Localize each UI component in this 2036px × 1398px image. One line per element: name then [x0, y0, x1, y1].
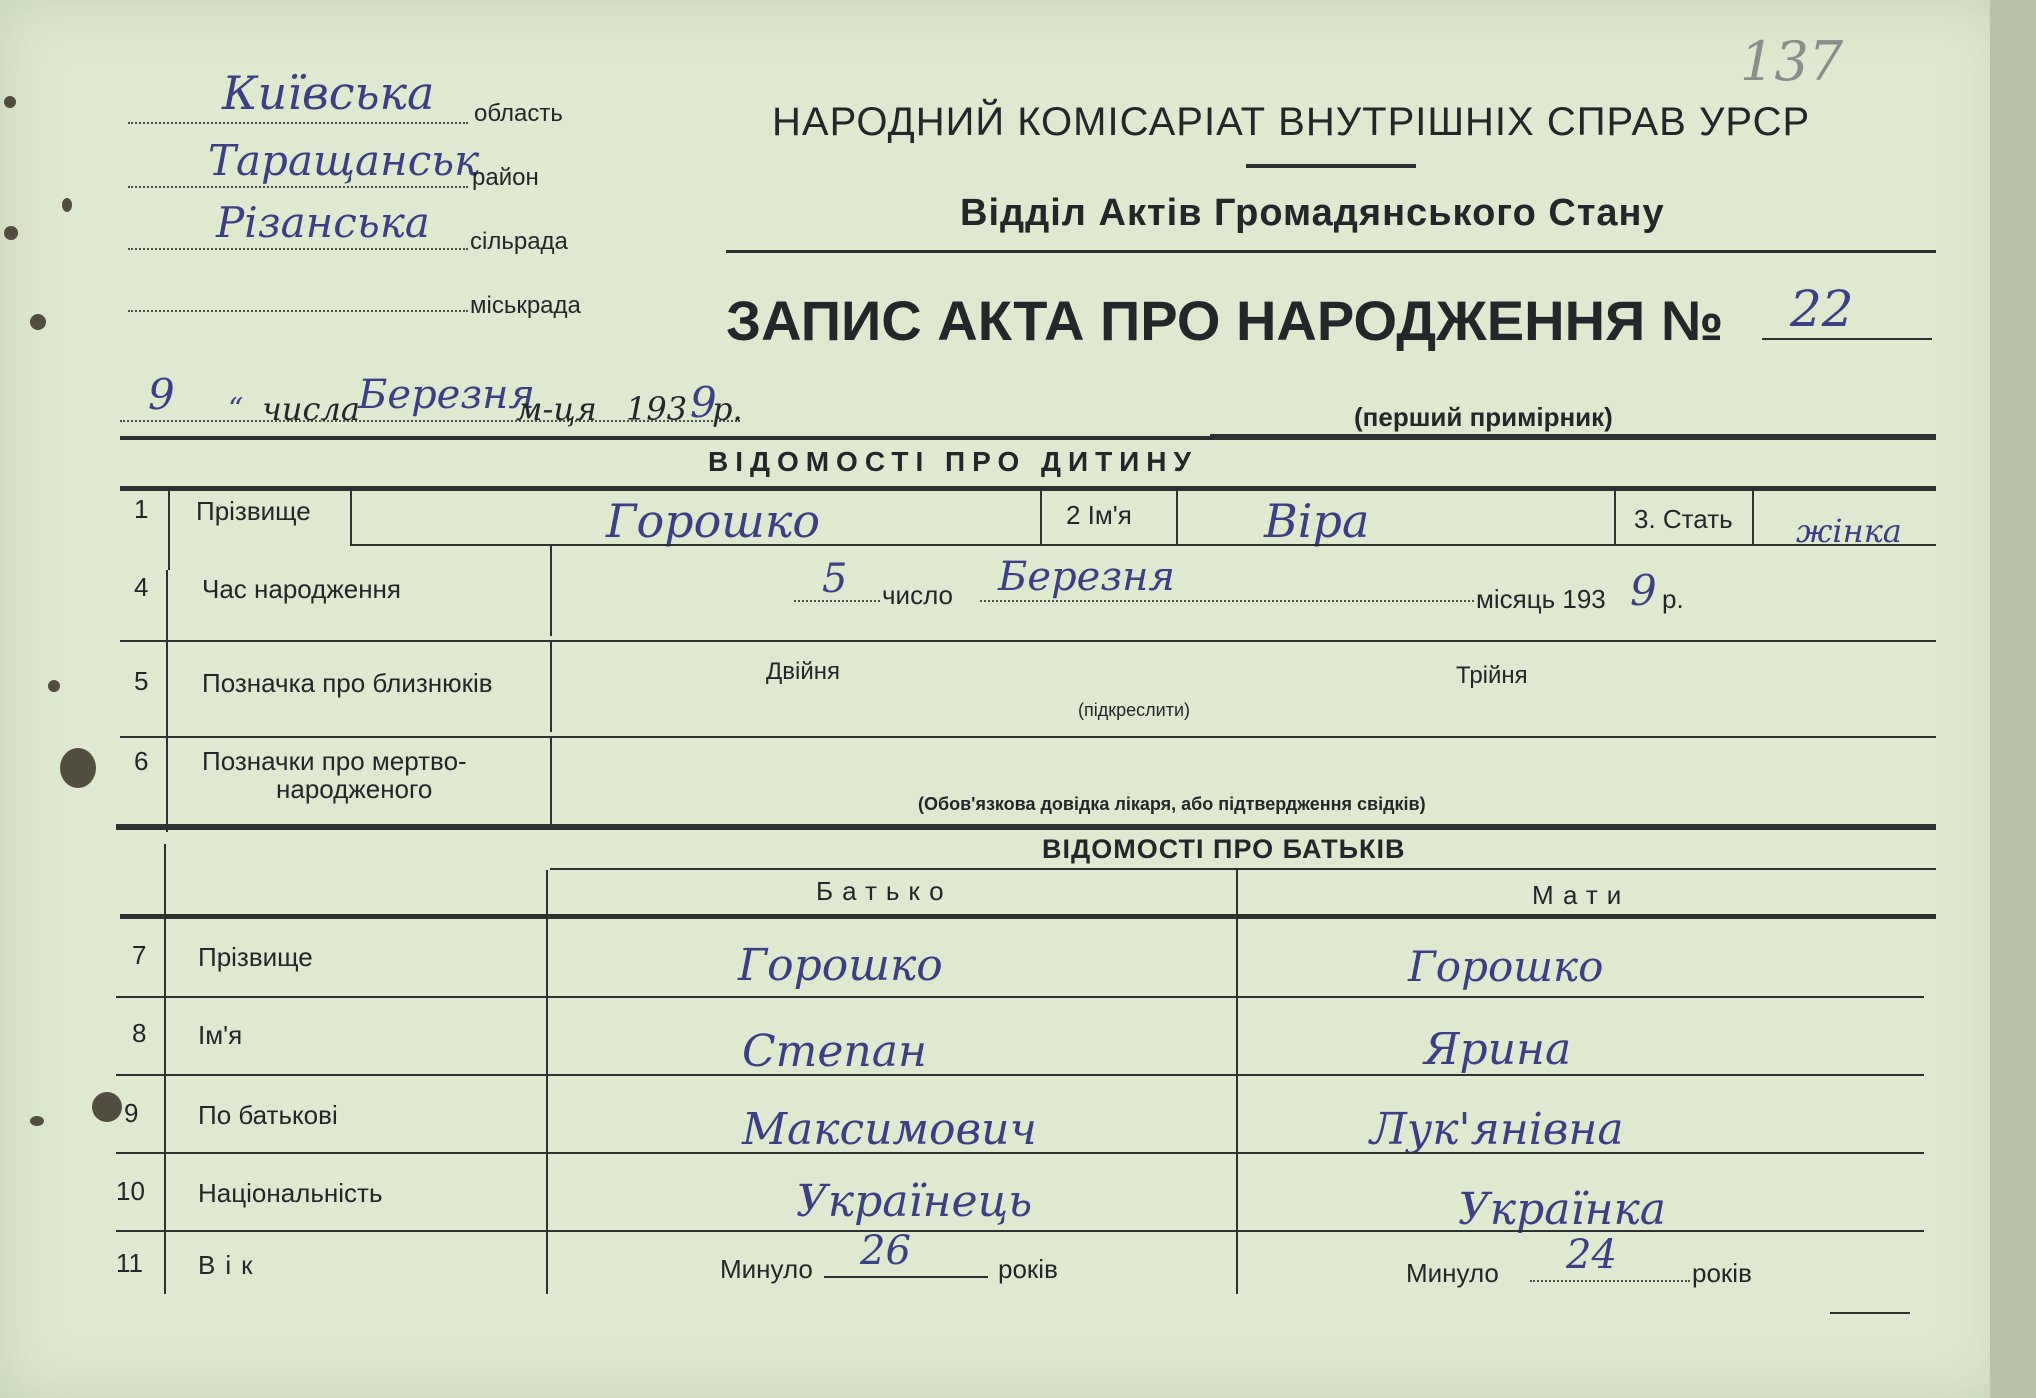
row5-divider [550, 640, 552, 732]
father-age: 26 [860, 1228, 911, 1274]
father-age-line [824, 1276, 988, 1278]
punch-hole [62, 198, 72, 212]
title-separator [1246, 164, 1416, 168]
birth-label: Час народження [202, 574, 401, 604]
row-number: 7 [132, 940, 147, 970]
father-years-label: років [998, 1254, 1058, 1284]
child-section-title: ВІДОМОСТІ ПРО ДИТИНУ [708, 446, 1198, 477]
punch-hole [92, 1092, 122, 1122]
parent-nationality-label: Національність [198, 1178, 383, 1208]
record-year-suffix: р. [712, 390, 743, 428]
sex-label: 3. Стать [1634, 504, 1733, 534]
parents-header-rule [120, 914, 1936, 919]
row9-bottom-rule [116, 1152, 1924, 1154]
surname-label: Прізвище [196, 496, 311, 526]
mother-past-label: Минуло [1406, 1258, 1499, 1288]
record-day-label: числа [262, 390, 360, 428]
stillborn-label-1: Позначки про мертво- [202, 746, 467, 776]
punch-hole [30, 314, 46, 330]
child-surname: Горошко [606, 494, 821, 548]
parent-patronymic-label: По батькові [198, 1100, 338, 1130]
name-label: 2 Ім'я [1066, 500, 1132, 530]
row8-bottom-rule [116, 1074, 1924, 1076]
row6-divider [550, 736, 552, 824]
mother-surname: Горошко [1408, 942, 1604, 991]
mother-patronymic: Лук'янівна [1370, 1104, 1624, 1155]
silrada-line [128, 248, 468, 250]
father-patronymic: Максимович [742, 1104, 1037, 1155]
row-number: 8 [132, 1018, 147, 1048]
age-label: Вік [198, 1250, 263, 1280]
row1-divider [350, 490, 352, 544]
silrada-label: сільрада [470, 228, 568, 255]
record-number: 22 [1790, 280, 1854, 338]
row7-bottom-rule [116, 996, 1924, 998]
punch-hole [4, 96, 16, 108]
record-title: ЗАПИС АКТА ПРО НАРОДЖЕННЯ № [726, 289, 1724, 352]
child-sex: жінка [1796, 512, 1902, 550]
birth-day-label: число [882, 580, 953, 610]
oblast-value: Київська [222, 66, 435, 120]
miskrada-line [128, 310, 468, 312]
row-number: 6 [134, 746, 149, 776]
father-past-label: Минуло [720, 1254, 813, 1284]
punch-hole [30, 1116, 44, 1126]
oblast-label: область [474, 100, 563, 127]
record-year-prefix: 193 [626, 390, 688, 428]
row10-bottom-rule [116, 1230, 1924, 1232]
bottom-stub-rule [1830, 1312, 1910, 1314]
father-header: Батько [816, 876, 953, 906]
row-number: 5 [134, 666, 149, 696]
row4-divider [550, 546, 552, 636]
copy-note: (перший примірник) [1354, 402, 1613, 432]
row5-bottom-rule [120, 736, 1936, 738]
twins-option: Двійня [766, 658, 840, 685]
row1-divider [1040, 490, 1042, 544]
raion-value: Таращанськ [208, 136, 480, 185]
row1-divider [168, 490, 170, 570]
page-edge [1990, 0, 2036, 1398]
record-month-label: м-ця [516, 390, 597, 428]
row-number: 11 [116, 1248, 143, 1278]
stillborn-label-2: народженого [276, 774, 433, 804]
department-rule [726, 250, 1936, 253]
row1-divider [1614, 490, 1616, 544]
record-day: 9 [148, 370, 175, 419]
child-section-rule [120, 486, 1936, 491]
mother-age-line [1530, 1280, 1690, 1282]
record-quote: “ [228, 392, 244, 427]
mother-nationality: Українка [1458, 1184, 1667, 1235]
birth-day: 5 [822, 556, 848, 602]
stillborn-note: (Обов'язкова довідка лікаря, або підтвердження свідків) [918, 794, 1426, 814]
mother-age: 24 [1566, 1232, 1617, 1278]
mother-years-label: років [1692, 1258, 1752, 1288]
row4-bottom-rule [120, 640, 1936, 642]
punch-hole [60, 748, 96, 788]
record-month: Березня [358, 372, 535, 418]
row1-bottom-rule [350, 544, 1936, 546]
child-name: Віра [1264, 494, 1370, 548]
silrada-value: Різанська [216, 198, 430, 247]
row-number-divider [166, 570, 168, 832]
punch-hole [4, 226, 18, 240]
birth-year-suffix: р. [1662, 584, 1684, 614]
row-number: 9 [124, 1098, 139, 1128]
record-year-digit: 9 [690, 378, 717, 427]
child-section-top-rule [120, 436, 1936, 440]
father-nationality: Українець [796, 1176, 1033, 1227]
child-section-bottom-rule [116, 824, 1936, 830]
commissariat-title: НАРОДНИЙ КОМІСАРІАТ ВНУТРІШНІХ СПРАВ УРСР [772, 100, 1811, 144]
birth-year-digit: 9 [1630, 566, 1657, 615]
parents-section-title: ВІДОМОСТІ ПРО БАТЬКІВ [1042, 834, 1406, 864]
mother-header: Мати [1532, 880, 1631, 910]
parent-surname-label: Прізвище [198, 942, 313, 972]
raion-label: район [472, 164, 539, 191]
row-number: 4 [134, 572, 149, 602]
row-number: 1 [134, 494, 149, 524]
row1-divider [1752, 490, 1754, 544]
parent-name-label: Ім'я [198, 1020, 243, 1050]
oblast-line [128, 122, 468, 124]
row1-divider [1176, 490, 1178, 544]
triplets-option: Трійня [1456, 662, 1528, 689]
father-name: Степан [742, 1026, 927, 1077]
underline-note: (підкреслити) [1078, 700, 1190, 720]
father-surname: Горошко [738, 940, 943, 991]
record-number-line [1762, 338, 1932, 340]
archive-number: 137 [1740, 30, 1844, 93]
miskrada-label: міськрада [470, 292, 581, 319]
parents-title-rule [550, 868, 1936, 870]
raion-line [128, 186, 468, 188]
birth-month-label: місяць 193 [1476, 584, 1606, 614]
department-title: Відділ Актів Громадянського Стану [960, 192, 1665, 234]
parents-number-divider [164, 844, 166, 1294]
twins-label: Позначка про близнюків [202, 668, 493, 698]
mother-name: Ярина [1424, 1024, 1572, 1075]
punch-hole [48, 680, 60, 692]
row-number: 10 [116, 1176, 145, 1206]
birth-month: Березня [998, 554, 1175, 600]
birth-month-line [980, 600, 1474, 602]
